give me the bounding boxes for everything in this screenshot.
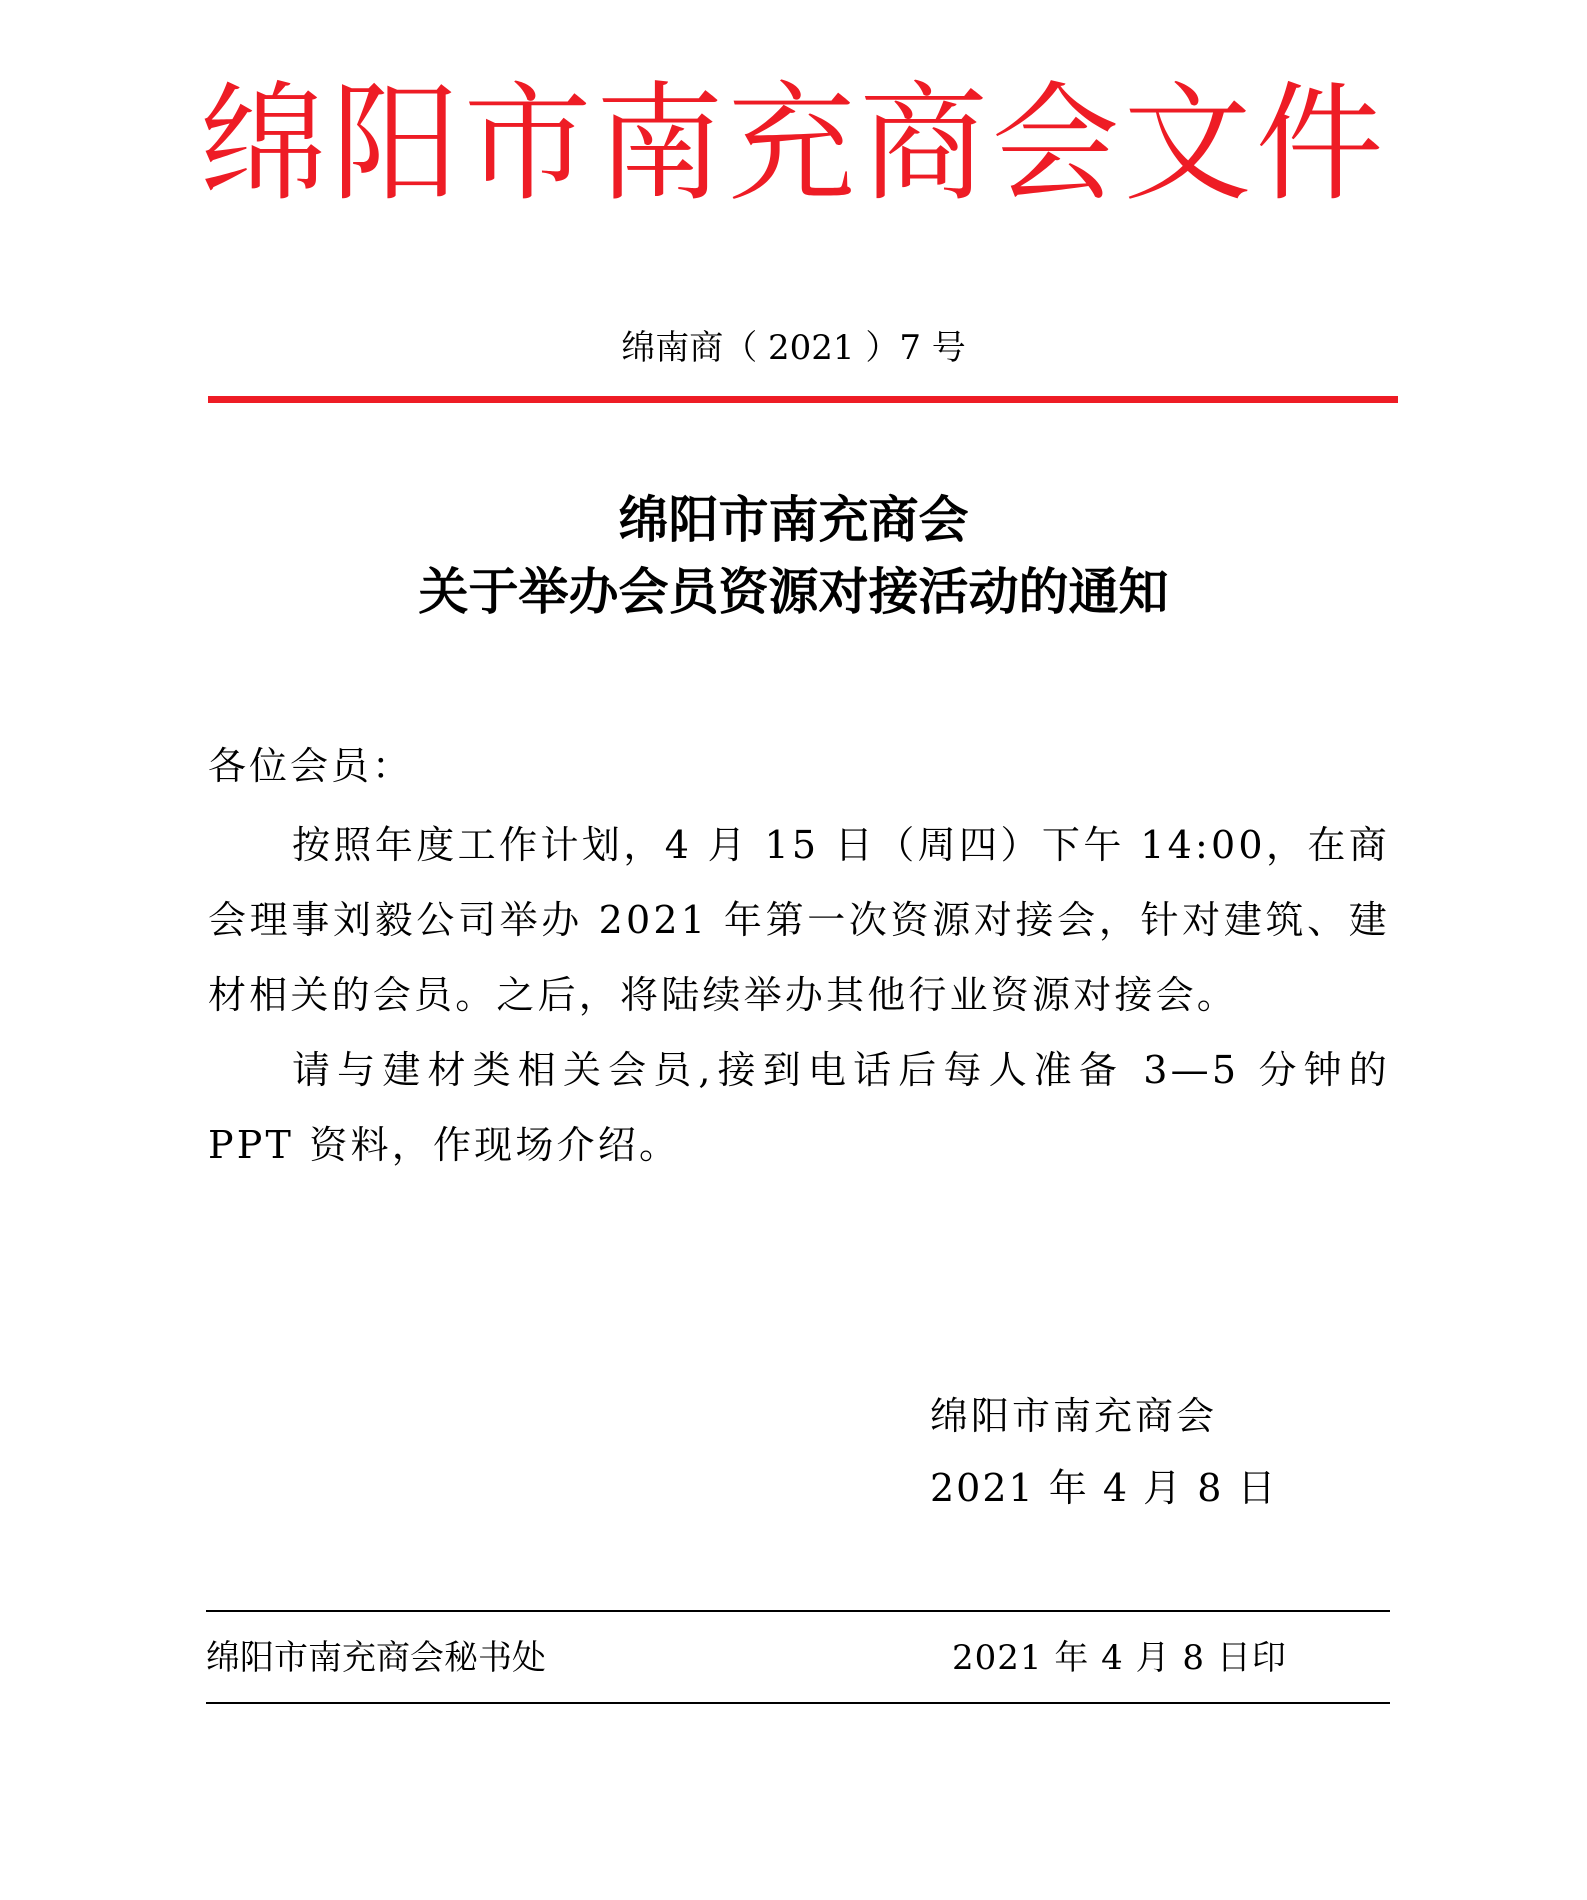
title-line-1: 绵阳市南充商会 — [618, 490, 969, 549]
signature-date: 2021 年 4 月 8 日 — [930, 1466, 1278, 1510]
signature-organization: 绵阳市南充商会 — [930, 1394, 1218, 1438]
footer-print-date: 2021 年 4 月 8 日印 — [952, 1638, 1287, 1678]
document-masthead: 绵阳市南充商会文件 — [199, 70, 1388, 219]
red-separator-line — [208, 396, 1398, 403]
body-text — [208, 808, 1390, 1183]
footer-top-rule — [206, 1610, 1390, 1612]
body-paragraph: 请与建材类相关会员,接到电话后每人准备 3—5 分钟的 PPT 资料，作现场介绍。 — [208, 1048, 1390, 1167]
document-number: 绵南商（ 2021 ）7 号 — [621, 328, 966, 368]
salutation: 各位会员： — [208, 744, 414, 788]
footer-bottom-rule — [206, 1702, 1390, 1704]
body-paragraph: 按照年度工作计划，4 月 15 日（周四）下午 14:00，在商会理事刘毅公司举办 2021 年第一次资源对接会，针对建筑、建材相关的会员。之后，将陆续举办其他行业资源对接会。 — [208, 823, 1390, 1017]
document-title — [0, 484, 1587, 628]
footer-issuer: 绵阳市南充商会秘书处 — [206, 1638, 546, 1678]
title-line-2: 关于举办会员资源对接活动的通知 — [418, 562, 1169, 621]
